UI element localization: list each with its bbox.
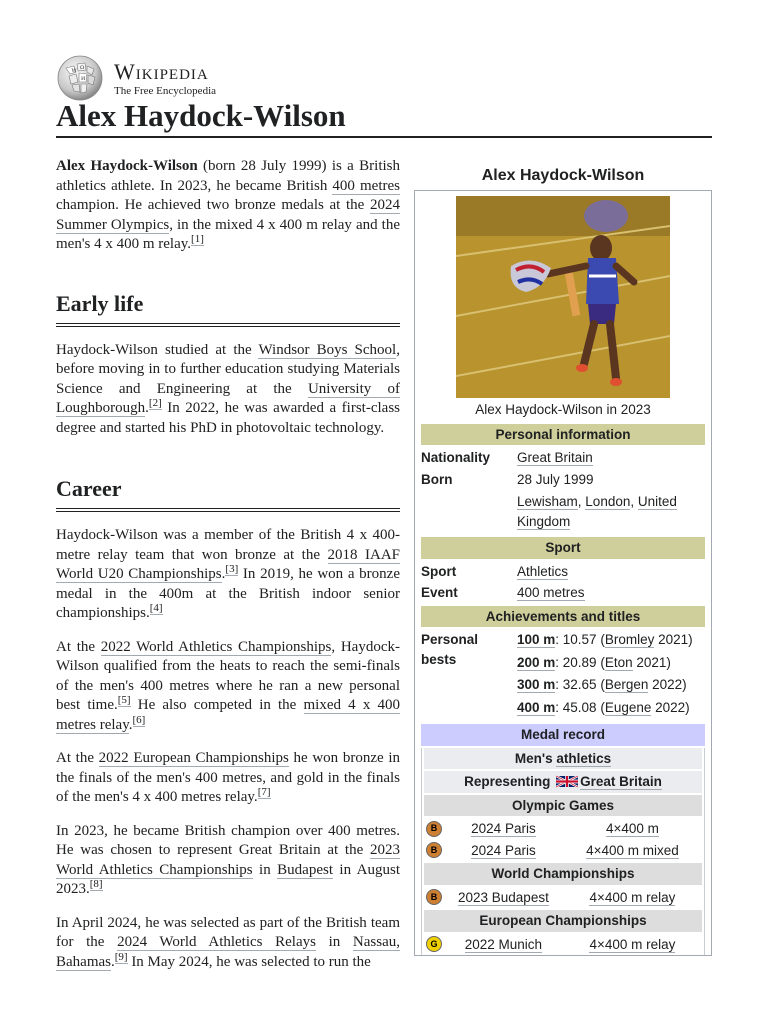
early-life-text: In 2022, he was awarded a first-class degree and started his PhD in photovoltaic technology. [56, 400, 400, 436]
early-life-text: , before moving in to further education studying Materials Science and Engineering at the [56, 341, 400, 397]
world-championships-header: World Championships [424, 863, 702, 885]
medal-row [422, 934, 704, 956]
pb-distance-link[interactable]: 200 m [517, 654, 556, 670]
birth-date: 28 July 1999 [517, 471, 594, 487]
wikipedia-logo[interactable] [56, 54, 216, 102]
link-400-metres[interactable]: 400 metres [332, 177, 401, 194]
personal-bests-row [421, 630, 705, 720]
gold-medal-icon: G [426, 936, 442, 952]
medal-event-link[interactable]: 4×400 m relay [589, 889, 676, 905]
pb-400m [517, 698, 705, 718]
early-life-paragraph [56, 341, 400, 439]
infobox-title: Alex Haydock-Wilson [481, 167, 645, 184]
ref-1[interactable]: [1] [191, 233, 204, 245]
career-text: , Haydock-Wilson qualified from the heats to reach the semi-finals of the men's 400 metres where he ran a new personal best time. [56, 638, 400, 713]
link-london[interactable]: London [585, 494, 631, 509]
sport-row [421, 562, 705, 582]
born-row [421, 470, 705, 535]
career-text: In May 2024, he was selected to run the [127, 953, 371, 970]
uk-flag-icon [556, 775, 578, 788]
pb-200m [517, 653, 705, 673]
link-united-kingdom[interactable]: United Kingdom [517, 494, 677, 529]
link-2022-european-championships[interactable]: 2022 European Championships [98, 750, 289, 766]
career-text: . [128, 716, 133, 733]
european-championships-header: European Championships [424, 910, 702, 932]
ref-3[interactable]: [3] [225, 563, 239, 575]
nationality-row [421, 448, 705, 468]
link-windsor-boys-school[interactable]: Windsor Boys School [258, 341, 397, 358]
link-2024-summer-olympics[interactable]: 2024 Summer Olympics [56, 197, 400, 233]
intro-text: , in the mixed 4 x 400 m relay and the men's 4 x 400 m relay. [56, 216, 400, 252]
early-life-text: . [145, 400, 149, 416]
ref-9[interactable]: [9] [114, 950, 128, 963]
wikipedia-globe-icon [56, 54, 104, 102]
career-text: In 2019, he won a bronze medal in the 400m at the British indoor senior championships. [56, 566, 400, 621]
pb-year: 2021) [632, 654, 671, 670]
pb-venue-link[interactable]: Bromley [604, 632, 655, 647]
medal-sport-prefix: Men's [514, 750, 557, 766]
representing-row [424, 771, 702, 793]
career-text: At the [56, 750, 99, 766]
career-paragraph-4 [56, 822, 400, 900]
medal-record-header[interactable]: Medal record [421, 724, 705, 746]
pb-time: : 45.08 ( [555, 699, 605, 715]
career-text: . [221, 566, 226, 582]
achievements-header: Achievements and titles [421, 606, 705, 628]
pb-distance-link[interactable]: 400 m [517, 699, 556, 715]
medal-event-link[interactable]: 4×400 m [605, 821, 659, 836]
bronze-medal-icon: B [426, 842, 442, 858]
link-nassau-bahamas[interactable]: Nassau, Bahamas [56, 934, 400, 970]
pb-venue-link[interactable]: Eton [604, 654, 633, 670]
subject-name: Alex Haydock-Wilson [56, 158, 198, 174]
olympic-games-header: Olympic Games [424, 795, 702, 817]
medal-event-link[interactable]: 4×400 m mixed [586, 842, 679, 858]
svg-text:W: W [71, 68, 77, 74]
pb-distance-link[interactable]: 100 m [517, 632, 556, 647]
pb-time: : 10.57 ( [555, 632, 605, 647]
representing-label: Representing [464, 774, 551, 789]
svg-text:Ω: Ω [80, 65, 85, 71]
career-text: He also competed in the [130, 697, 304, 713]
career-text: In 2023, he became British champion over 400 metres. He was chosen to represent Great Britain at the [56, 822, 400, 858]
career-text: in [315, 934, 353, 950]
pb-venue-link[interactable]: Bergen [604, 677, 649, 692]
event-label: Event [421, 585, 458, 600]
career-text: At the [56, 638, 101, 655]
ref-8[interactable]: [8] [89, 878, 103, 890]
bronze-medal-icon: B [426, 889, 442, 905]
sport-header: Sport [421, 537, 705, 559]
page-title: Alex Haydock-Wilson [56, 96, 712, 138]
medal-competition-link[interactable]: 2022 Munich [464, 936, 543, 952]
bronze-medal-icon: B [426, 821, 442, 837]
link-mens-athletics[interactable]: athletics [556, 750, 612, 766]
career-text: he won bronze in the finals of the men's 400 metres, and gold in the finals of the men's 4 x 400 metres relay. [56, 750, 400, 805]
medal-row [422, 840, 704, 862]
pb-300m [517, 675, 705, 695]
medal-competition-link[interactable]: 2024 Paris [471, 821, 536, 836]
medal-sport-row [424, 748, 702, 770]
career-text: in [252, 861, 278, 878]
nationality-label: Nationality [421, 450, 491, 465]
site-tagline: The Free Encyclopedia [114, 84, 217, 97]
separator: , [630, 494, 638, 509]
personal-bests-label: Personal bests [421, 632, 479, 667]
site-name: Wikipedia [114, 58, 209, 84]
career-text: Haydock-Wilson was a member of the British 4 x 400-metre relay team that won bronze at the [56, 527, 400, 563]
career-paragraph-1 [56, 526, 400, 624]
ref-5[interactable]: [5] [117, 694, 131, 706]
pb-time: : 32.65 ( [555, 677, 605, 692]
link-great-britain[interactable]: Great Britain [580, 774, 662, 789]
ref-2[interactable]: [2] [148, 397, 162, 409]
link-2018-iaaf-world-u20[interactable]: 2018 IAAF World U20 Championships [56, 546, 400, 582]
born-label: Born [421, 471, 453, 487]
pb-venue-link[interactable]: Eugene [604, 699, 652, 715]
pb-time: : 20.89 ( [555, 654, 605, 670]
medal-row [422, 818, 704, 840]
medal-row [422, 887, 704, 909]
career-text: . [110, 953, 115, 970]
svg-text:И: И [81, 76, 86, 82]
heading-career: Career [56, 476, 400, 512]
link-2024-world-athletics-relays[interactable]: 2024 World Athletics Relays [117, 934, 316, 950]
heading-early-life: Early life [56, 291, 400, 327]
link-athletics[interactable]: Athletics [517, 563, 569, 579]
link-university-of-loughborough[interactable]: University of Loughborough [56, 380, 400, 416]
event-row [421, 583, 705, 603]
career-paragraph-3 [56, 749, 400, 808]
link-mixed-4x400-relay[interactable]: mixed 4 x 400 metres relay [56, 697, 400, 733]
career-text: in August 2023. [56, 861, 401, 897]
article-body [56, 157, 400, 986]
medal-event-link[interactable]: 4×400 m relay [589, 936, 676, 952]
link-2023-world-athletics-championships[interactable]: 2023 World Athletics Championships [56, 842, 400, 878]
infobox-body [414, 190, 712, 956]
pb-year: 2022) [651, 699, 690, 715]
link-2022-world-athletics-championships[interactable]: 2022 World Athletics Championships [100, 638, 332, 655]
infobox [414, 165, 712, 956]
link-lewisham[interactable]: Lewisham [517, 494, 578, 509]
birth-place [517, 492, 705, 531]
pb-100m [517, 630, 705, 650]
wikipedia-wordmark [114, 60, 216, 97]
career-text: In April 2024, he was selected as part of the British team for the [56, 914, 400, 950]
medal-competition-link[interactable]: 2024 Paris [471, 842, 536, 858]
athlete-photo[interactable] [456, 196, 670, 398]
early-life-text: Haydock-Wilson studied at the [56, 341, 259, 358]
career-paragraph-5 [56, 914, 400, 973]
nationality-link[interactable]: Great Britain [517, 450, 593, 465]
intro-paragraph [56, 157, 400, 255]
ref-4[interactable]: [4] [149, 602, 163, 614]
sport-label: Sport [421, 563, 457, 579]
pb-year: 2022) [648, 677, 687, 692]
separator: , [577, 494, 586, 509]
ref-6[interactable]: [6] [132, 713, 146, 726]
intro-text: champion. He achieved two bronze medals at the [56, 197, 370, 213]
pb-year: 2021) [654, 632, 693, 647]
personal-info-header: Personal information [421, 424, 705, 446]
link-event-400-metres[interactable]: 400 metres [517, 585, 585, 600]
medal-record-table [421, 748, 705, 957]
career-paragraph-2 [56, 638, 400, 736]
intro-text: (born 28 July 1999) is a British athletics athlete. In 2023, he became British [56, 158, 400, 194]
ref-7[interactable]: [7] [257, 786, 271, 798]
link-budapest[interactable]: Budapest [277, 861, 333, 878]
medal-competition-link[interactable]: 2023 Budapest [458, 889, 549, 905]
pb-distance-link[interactable]: 300 m [517, 677, 556, 692]
photo-caption: Alex Haydock-Wilson in 2023 [475, 402, 651, 417]
